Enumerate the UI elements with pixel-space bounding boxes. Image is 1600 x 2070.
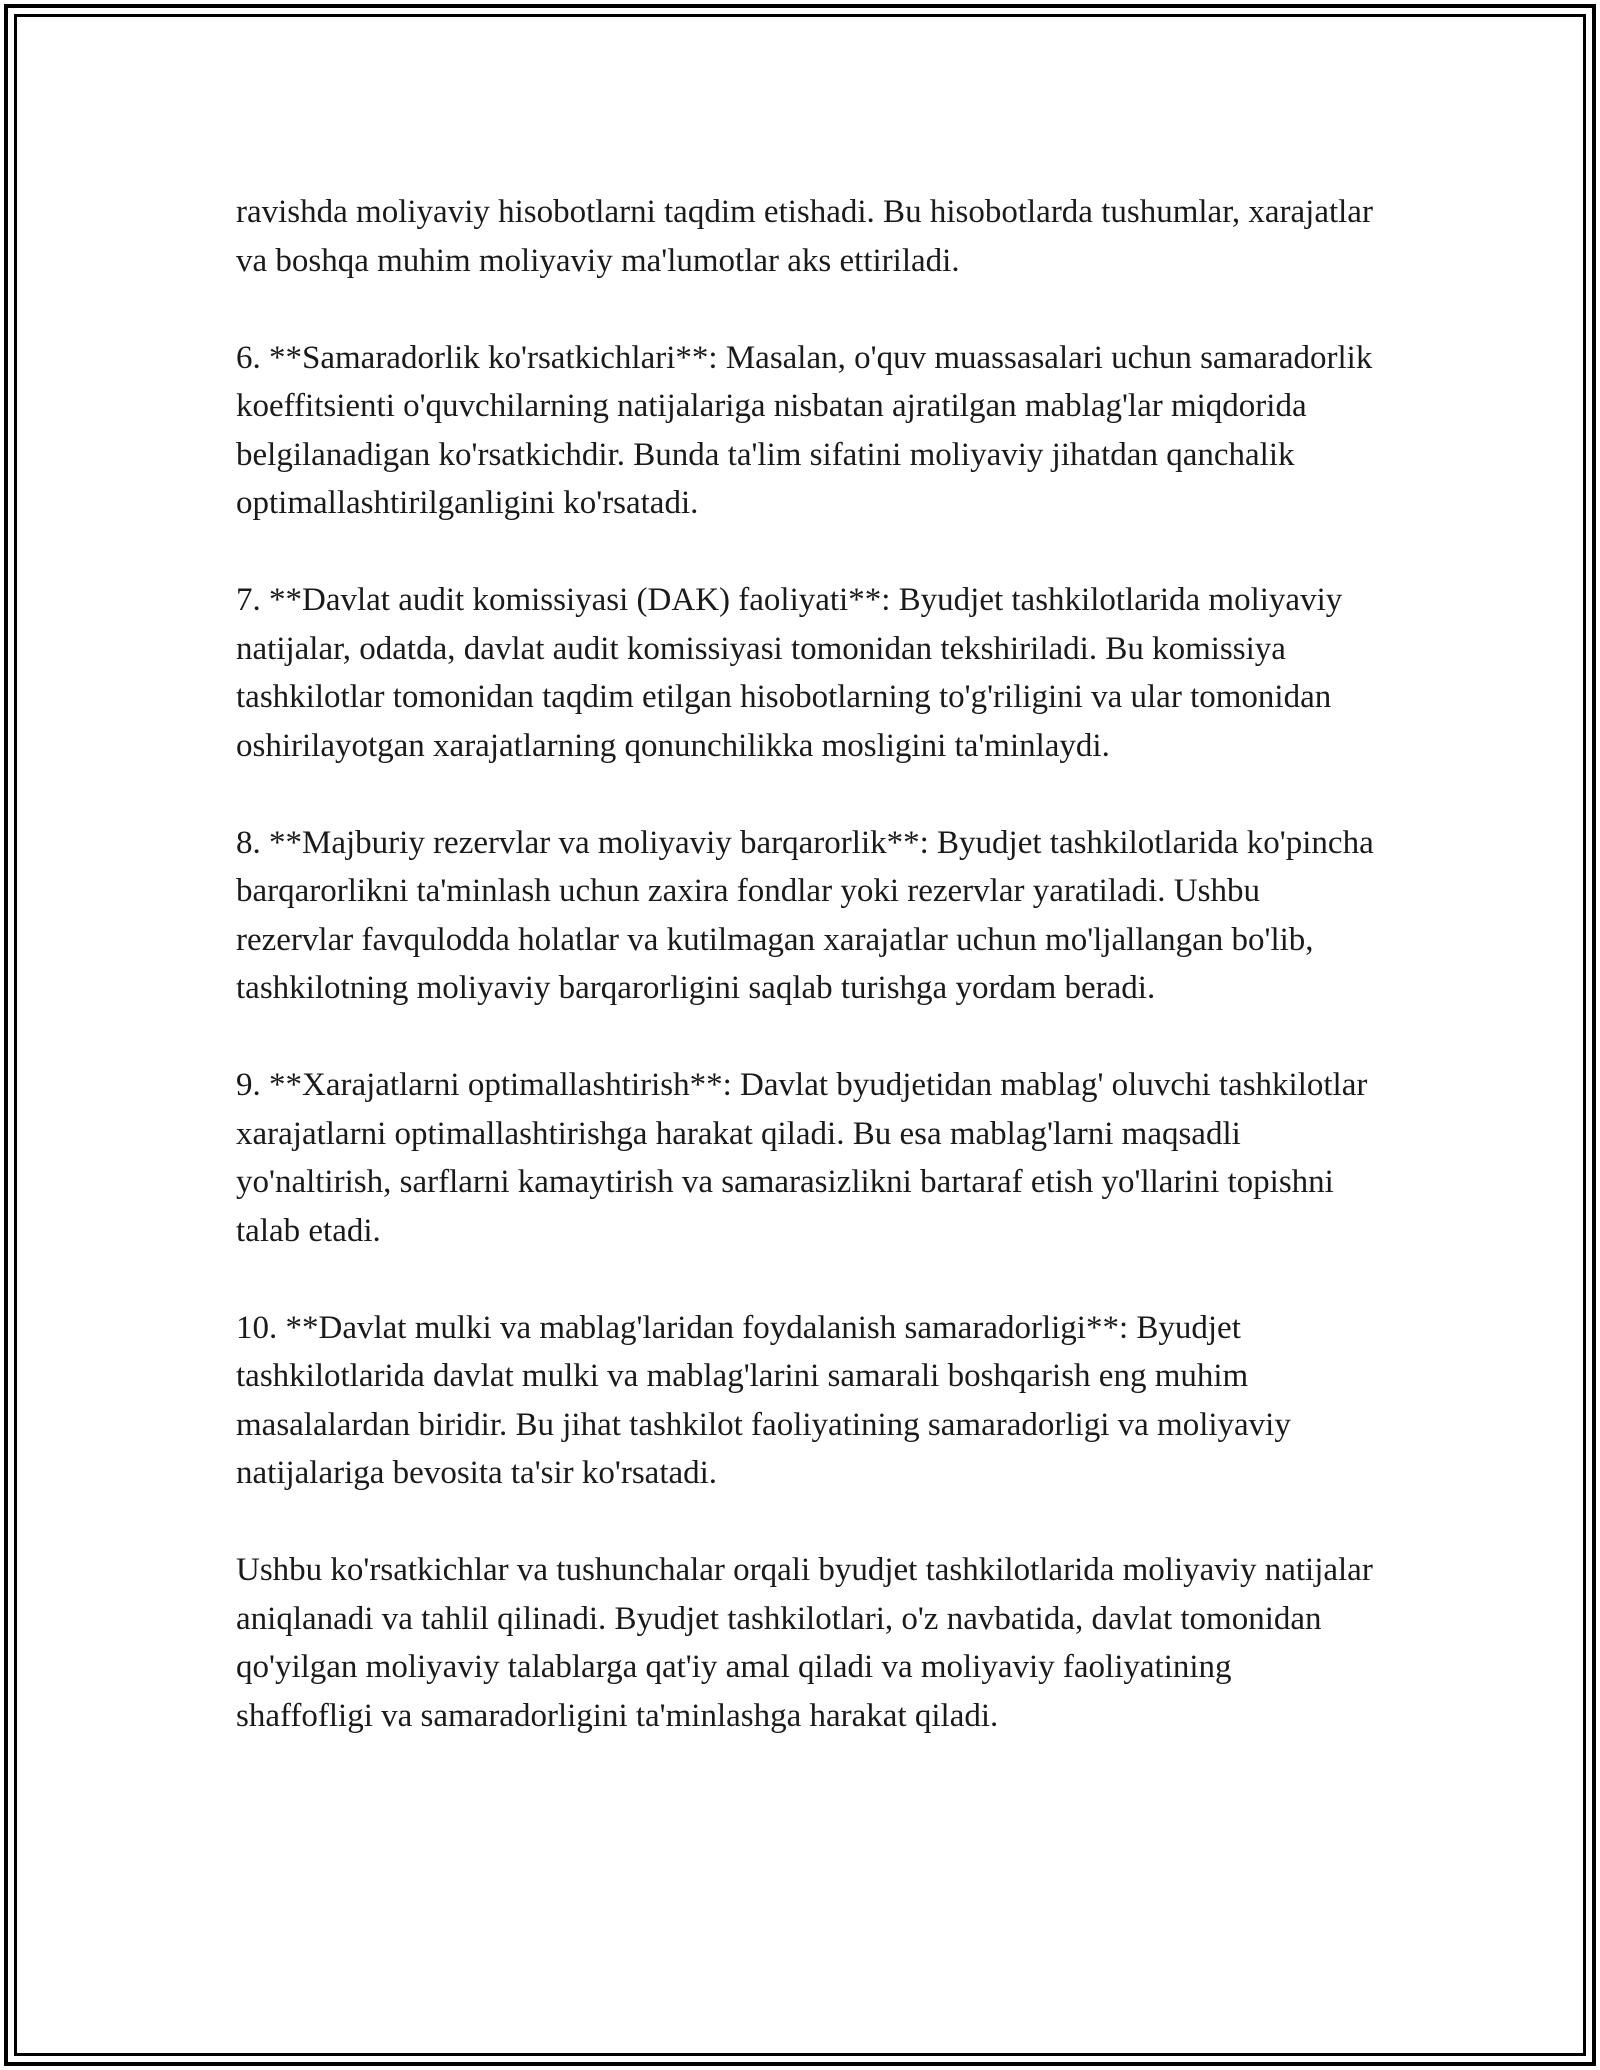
paragraph-item-8: 8. **Majburiy rezervlar va moliyaviy barqarorlik**: Byudjet tashkilotlarida ko'pincha barqarorlikni ta'minlash uchun zaxira fondlar yoki rezervlar yaratiladi. Ushbu rezervlar favqulodda holatlar va kutilmagan xarajatlar uchun mo'ljallangan bo'lib, tashkilotning moliyaviy barqarorligini saqlab turishga yordam beradi. — [236, 824, 1374, 1006]
paragraph-continuation: ravishda moliyaviy hisobotlarni taqdim etishadi. Bu hisobotlarda tushumlar, xarajatlar va boshqa muhim moliyaviy ma'lumotlar aks ettiriladi. — [236, 194, 1373, 279]
document-body — [236, 188, 1376, 1740]
paragraph-item-10: 10. **Davlat mulki va mablag'laridan foydalanish samaradorligi**: Byudjet tashkilotlarida davlat mulki va mablag'larini samarali boshqarish eng muhim masalalardan biridir. Bu jihat tashkilot faoliyatining samaradorligi va moliyaviy natijalariga bevosita ta'sir ko'rsatadi. — [236, 1309, 1291, 1491]
paragraph-item-7: 7. **Davlat audit komissiyasi (DAK) faoliyati**: Byudjet tashkilotlarida moliyaviy natijalar, odatda, davlat audit komissiyasi tomonidan tekshiriladi. Bu komissiya tashkilotlar tomonidan taqdim etilgan hisobotlarning to'g'riligini va ular tomonidan oshirilayotgan xarajatlarning qonunchilikka mosligini ta'minlaydi. — [236, 582, 1343, 764]
paragraph-item-9: 9. **Xarajatlarni optimallashtirish**: Davlat byudjetidan mablag' oluvchi tashkilotlar xarajatlarni optimallashtirishga harakat qiladi. Bu esa mablag'larni maqsadli yo'naltirish, sarflarni kamaytirish va samarasizlikni bartaraf etish yo'llarini topishni talab etadi. — [236, 1067, 1368, 1249]
paragraph-conclusion: Ushbu ko'rsatkichlar va tushunchalar orqali byudjet tashkilotlarida moliyaviy natijalar aniqlanadi va tahlil qilinadi. Byudjet tashkilotlari, o'z navbatida, davlat tomonidan qo'yilgan moliyaviy talablarga qat'iy amal qiladi va moliyaviy faoliyatining shaffofligi va samaradorligini ta'minlashga harakat qiladi. — [236, 1552, 1373, 1734]
paragraph-item-6: 6. **Samaradorlik ko'rsatkichlari**: Masalan, o'quv muassasalari uchun samaradorlik koeffitsienti o'quvchilarning natijalariga nisbatan ajratilgan mablag'lar miqdorida belgilanadigan ko'rsatkichdir. Bunda ta'lim sifatini moliyaviy jihatdan qanchalik optimallashtirilganligini ko'rsatadi. — [236, 339, 1373, 521]
